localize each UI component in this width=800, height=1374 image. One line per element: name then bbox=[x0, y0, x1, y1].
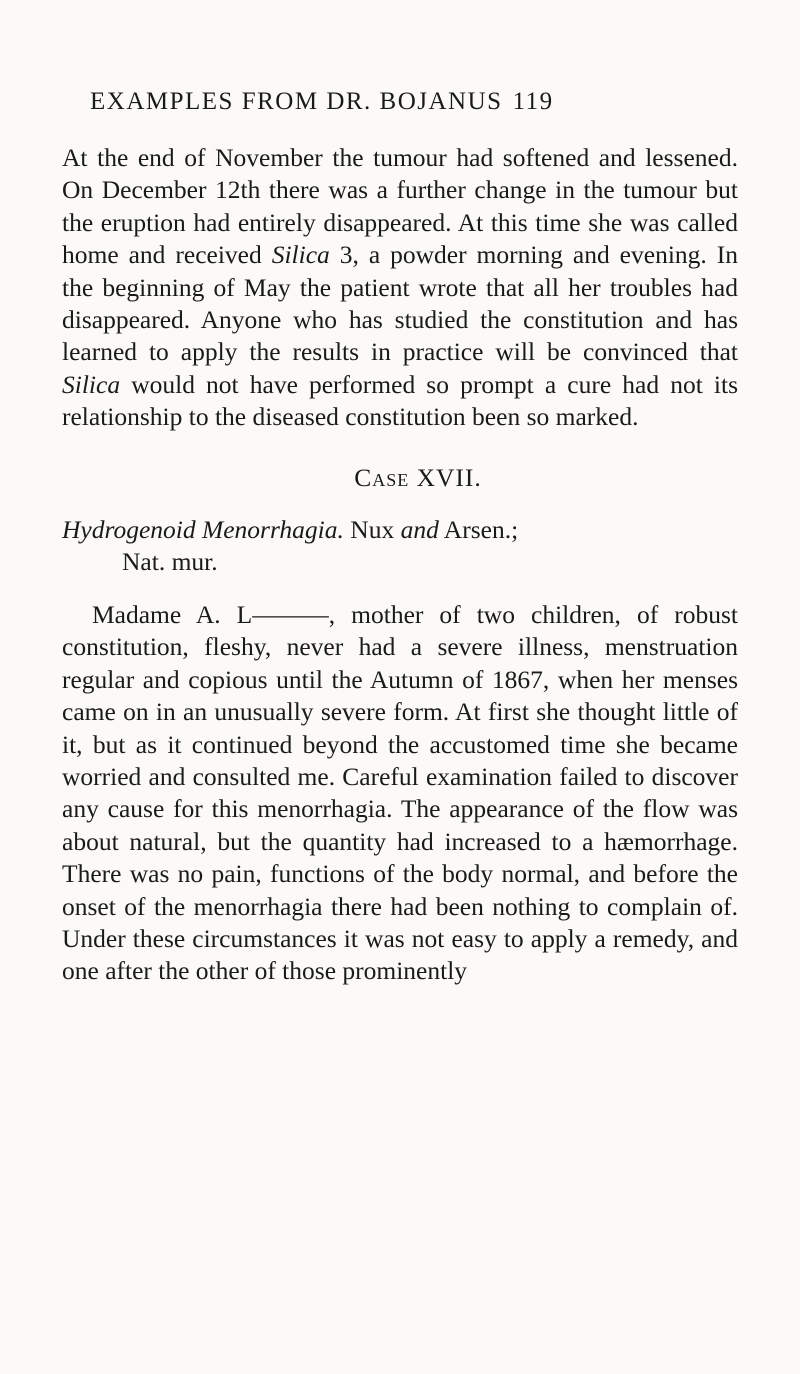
remedy-nux: Nux bbox=[350, 515, 395, 545]
case-subtitle bbox=[62, 514, 738, 579]
remedy-separator: ; bbox=[511, 515, 519, 545]
remedy-arsen: Arsen. bbox=[443, 515, 512, 545]
paragraph-case-description: Madame A. L———, mother of two children, of robust constitution, fleshy, never had a severe illness, menstruation regular and copious until the Autumn of 1867, when her menses came on in an unusually severe form. At first she thought little of it, but as it continued beyond the accustomed time she became worried and consulted me. Careful examination failed to discover any cause for this menorrhagia. The appearance of the flow was about natural, but the quantity had increased to a hæmorrhage. There was no pain, functions of the body normal, and before the onset of the menorrhagia there had been nothing to complain of. Under these circumstances it was not easy to apply a remedy, and one after the other of those prominently bbox=[62, 599, 738, 986]
remedy-name-silica: Silica bbox=[271, 240, 330, 270]
running-head-title: EXAMPLES FROM DR. BOJANUS bbox=[90, 88, 503, 115]
remedy-name-silica-2: Silica bbox=[62, 369, 121, 399]
case-heading: Case XVII. bbox=[354, 462, 482, 492]
case-diagnosis: Hydrogenoid Menorrhagia. bbox=[62, 515, 344, 545]
paragraph-silica-cure bbox=[62, 142, 738, 434]
running-head bbox=[90, 88, 750, 116]
paragraph-1-text-b: 3, a powder morning and evening. In the beginning of May the patient wrote that all her troubles had disappeared. Anyone who has studied the constitution and has learned to apply the results in practice will be convinced that bbox=[62, 240, 738, 367]
page-number: 119 bbox=[512, 88, 554, 115]
remedy-conjunction: and bbox=[400, 515, 439, 545]
remedy-nat-mur: Nat. mur. bbox=[122, 547, 218, 577]
paragraph-1-text-a: At the end of November the tumour had softened and lessened. On December 12th there was a further change in the tumour but the eruption had entirely disappeared. At this time she was called home and received bbox=[62, 143, 738, 270]
paragraph-1-text-c: would not have performed so prompt a cure had not its relationship to the diseased constitution been so marked. bbox=[62, 369, 738, 432]
body-text bbox=[62, 142, 738, 988]
case-subtitle-line-1 bbox=[62, 514, 738, 546]
